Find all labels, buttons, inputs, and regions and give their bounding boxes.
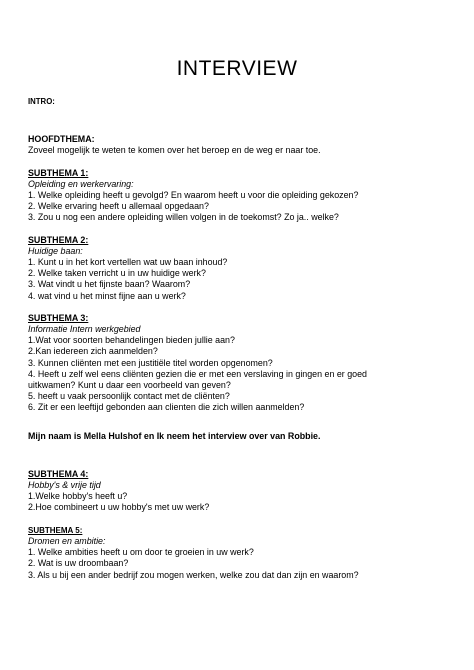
subthema4-heading: SUBTHEMA 4:: [28, 468, 89, 479]
intro-label: INTRO:: [28, 97, 55, 106]
subthema3-question: 5. heeft u vaak persoonlijk contact met de cliënten?: [28, 391, 230, 402]
subthema5-subtitle: Dromen en ambitie:: [28, 535, 106, 546]
subthema5-heading: SUBTHEMA 5:: [28, 525, 83, 535]
subthema4-subtitle: Hobby's & vrije tijd: [28, 480, 101, 491]
subthema1-subtitle: Opleiding en werkervaring:: [28, 178, 134, 189]
subthema5-question: 2. Wat is uw droombaan?: [28, 558, 129, 569]
subthema1-question: 2. Welke ervaring heeft u allemaal opgedaan?: [28, 201, 209, 212]
subthema3-heading: SUBTHEMA 3:: [28, 312, 89, 323]
subthema2-question: 3. Wat vindt u het fijnste baan? Waarom?: [28, 279, 191, 290]
subthema1-heading: SUBTHEMA 1:: [28, 167, 89, 178]
subthema3-question: 1.Wat voor soorten behandelingen bieden jullie aan?: [28, 335, 235, 346]
subthema2-question: 1. Kunt u in het kort vertellen wat uw baan inhoud?: [28, 257, 228, 268]
page-title: INTERVIEW: [176, 57, 298, 80]
subthema5-question: 1. Welke ambities heeft u om door te groeien in uw werk?: [28, 547, 254, 558]
subthema3-question: 6. Zit er een leeftijd gebonden aan clienten die zich willen aanmelden?: [28, 402, 305, 413]
subthema5-question: 3. Als u bij een ander bedrijf zou mogen werken, welke zou dat dan zijn en waarom?: [28, 569, 359, 580]
hoofdthema-text: Zoveel mogelijk te weten te komen over het beroep en de weg er naar toe.: [28, 145, 321, 156]
subthema1-question: 1. Welke opleiding heeft u gevolgd? En waarom heeft u voor die opleiding gekozen?: [28, 190, 359, 201]
subthema3-question: 4. Heeft u zelf wel eens cliënten gezien die er met een verslaving in gingen en er goed: [28, 368, 367, 379]
subthema2-heading: SUBTHEMA 2:: [28, 234, 89, 245]
subthema3-question: 3. Kunnen cliënten met een justitiële titel worden opgenomen?: [28, 357, 273, 368]
subthema2-question: 4. wat vind u het minst fijne aan u werk?: [28, 290, 186, 301]
subthema3-question: uitkwamen? Kunt u daar een voorbeeld van geven?: [28, 380, 231, 391]
subthema3-question: 2.Kan iedereen zich aanmelden?: [28, 346, 158, 357]
subthema2-question: 2. Welke taken verricht u in uw huidige werk?: [28, 268, 206, 279]
subthema2-subtitle: Huidige baan:: [28, 245, 83, 256]
interviewer-statement: Mijn naam is Mella Hulshof en Ik neem het interview over van Robbie.: [28, 430, 321, 441]
subthema1-question: 3. Zou u nog een andere opleiding willen volgen in de toekomst? Zo ja.. welke?: [28, 212, 339, 223]
hoofdthema-heading: HOOFDTHEMA:: [28, 134, 95, 145]
subthema4-question: 1.Welke hobby's heeft u?: [28, 491, 128, 502]
subthema3-subtitle: Informatie Intern werkgebied: [28, 324, 141, 335]
subthema4-question: 2.Hoe combineert u uw hobby's met uw werk?: [28, 502, 210, 513]
document-body: [28, 96, 448, 581]
